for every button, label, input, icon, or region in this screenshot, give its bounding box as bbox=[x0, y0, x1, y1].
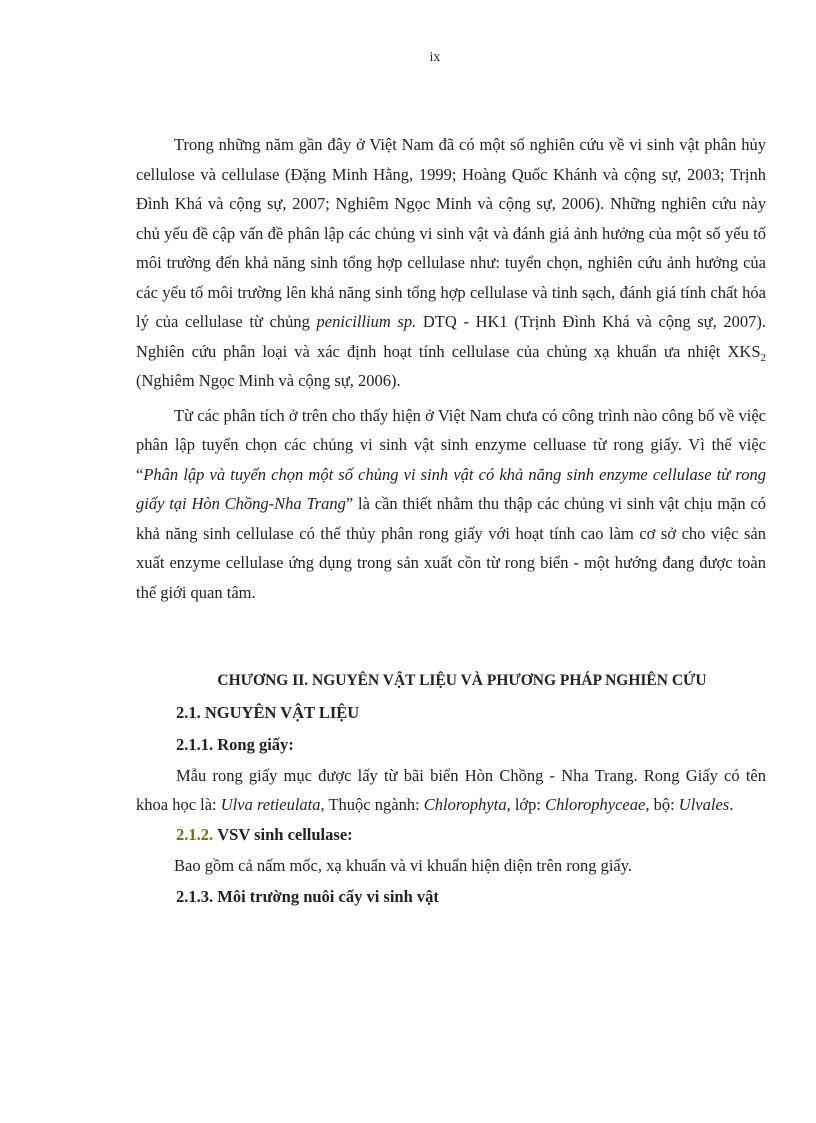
paragraph-research-gap bbox=[136, 401, 766, 608]
chapter-title: CHƯƠNG II. NGUYÊN VẬT LIỆU VÀ PHƯƠNG PHÁP NGHIÊN CỨU bbox=[217, 672, 707, 689]
rong-text-1: Mẫu rong giấy mục được lấy từ bãi biển Hòn Chồng - Nha Trang. Rong Giấy có tên khoa học là: bbox=[136, 766, 766, 814]
para1-text-1: Trong những năm gần đây ở Việt Nam đã có một số nghiên cứu về vi sinh vật phân hủy cellulose và cellulase (Đặng Minh Hằng, 1999; Hoàng Quốc Khánh và cộng sự, 2003; Trịnh Đình Khá và cộng sự, 2007; Nghiêm Ngọc Minh và cộng sự, 2006). Những nghiên cứu này chủ yếu đề cập vấn đề phân lập các chủng vi sinh vật và đánh giá ảnh hưởng của một số yếu tố môi trường đến khả năng sinh tổng hợp cellulase như: tuyển chọn, nghiên cứu ảnh hưởng của các yếu tố môi trường lên khả năng sinh tổng hợp cellulase và tinh sạch, đánh giá tính chất hóa lý của cellulase từ chủng bbox=[136, 135, 766, 331]
rong-text-2: Thuộc ngành: bbox=[324, 795, 424, 814]
paragraph-rong-giay bbox=[136, 761, 766, 819]
document-body bbox=[136, 130, 766, 913]
rong-italic-phylum: Chlorophyta, bbox=[423, 795, 511, 814]
section-heading-2-1-2 bbox=[136, 819, 766, 851]
para2-text-1: Từ các phân tích ở trên cho thấy hiện ở Việt Nam chưa có công trình nào công bố về việc phân lập tuyển chọn các chủng vi sinh vật sinh enzyme celluase từ rong giấy. Vì thế việc “ bbox=[136, 405, 766, 484]
para2-text-2: ” là cần thiết nhằm thu thập các chủng vi sinh vật chịu mặn có khả năng sinh cellulase có thể thủy phân rong giấy với hoạt tính cao làm cơ sở cho việc sản xuất enzyme cellulase ứng dụng trong sản xuất cồn từ rong biển - một hướng đang được toàn thế giới quan tâm. bbox=[136, 494, 766, 602]
section-2-1-2-title: VSV sinh cellulase: bbox=[217, 825, 353, 844]
rong-text-4: , bộ: bbox=[645, 795, 679, 814]
para1-text-3: (Nghiêm Ngọc Minh và cộng sự, 2006). bbox=[136, 371, 401, 390]
rong-text-3: lớp: bbox=[510, 795, 546, 814]
paragraph-research-overview bbox=[136, 130, 766, 396]
rong-italic-class: Chlorophyceae bbox=[545, 795, 646, 814]
para1-text-2: DTQ - HK1 (Trịnh Đình Khá và cộng sự, 2007). Nghiên cứu phân loại và xác định hoạt tính cellulase của chủng xạ khuẩn ưa nhiệt XKS bbox=[136, 312, 767, 361]
para1-italic-species: penicillium sp. bbox=[316, 312, 417, 331]
paragraph-vsv: Bao gồm cả nấm mốc, xạ khuẩn và vi khuẩn hiện diện trên rong giấy. bbox=[174, 856, 633, 875]
page-number: ix bbox=[429, 50, 441, 65]
rong-text-5: . bbox=[729, 795, 734, 814]
para2-italic-title: Phân lập và tuyển chọn một số chủng vi sinh vật có khả năng sinh enzyme cellulase từ rong giấy tại Hòn Chồng-Nha Trang bbox=[136, 464, 766, 513]
rong-italic-species: Ulva retieulata, bbox=[220, 795, 325, 814]
section-heading-2-1-3: 2.1.3. Môi trường nuôi cấy vi sinh vật bbox=[176, 887, 439, 906]
rong-italic-order: Ulvales bbox=[678, 795, 730, 814]
section-heading-2-1: 2.1. NGUYÊN VẬT LIỆU bbox=[176, 703, 360, 722]
para1-subscript: 2 bbox=[760, 351, 766, 364]
section-heading-2-1-1: 2.1.1. Rong giấy: bbox=[176, 735, 294, 754]
section-2-1-2-number: 2.1.2. bbox=[176, 825, 214, 844]
